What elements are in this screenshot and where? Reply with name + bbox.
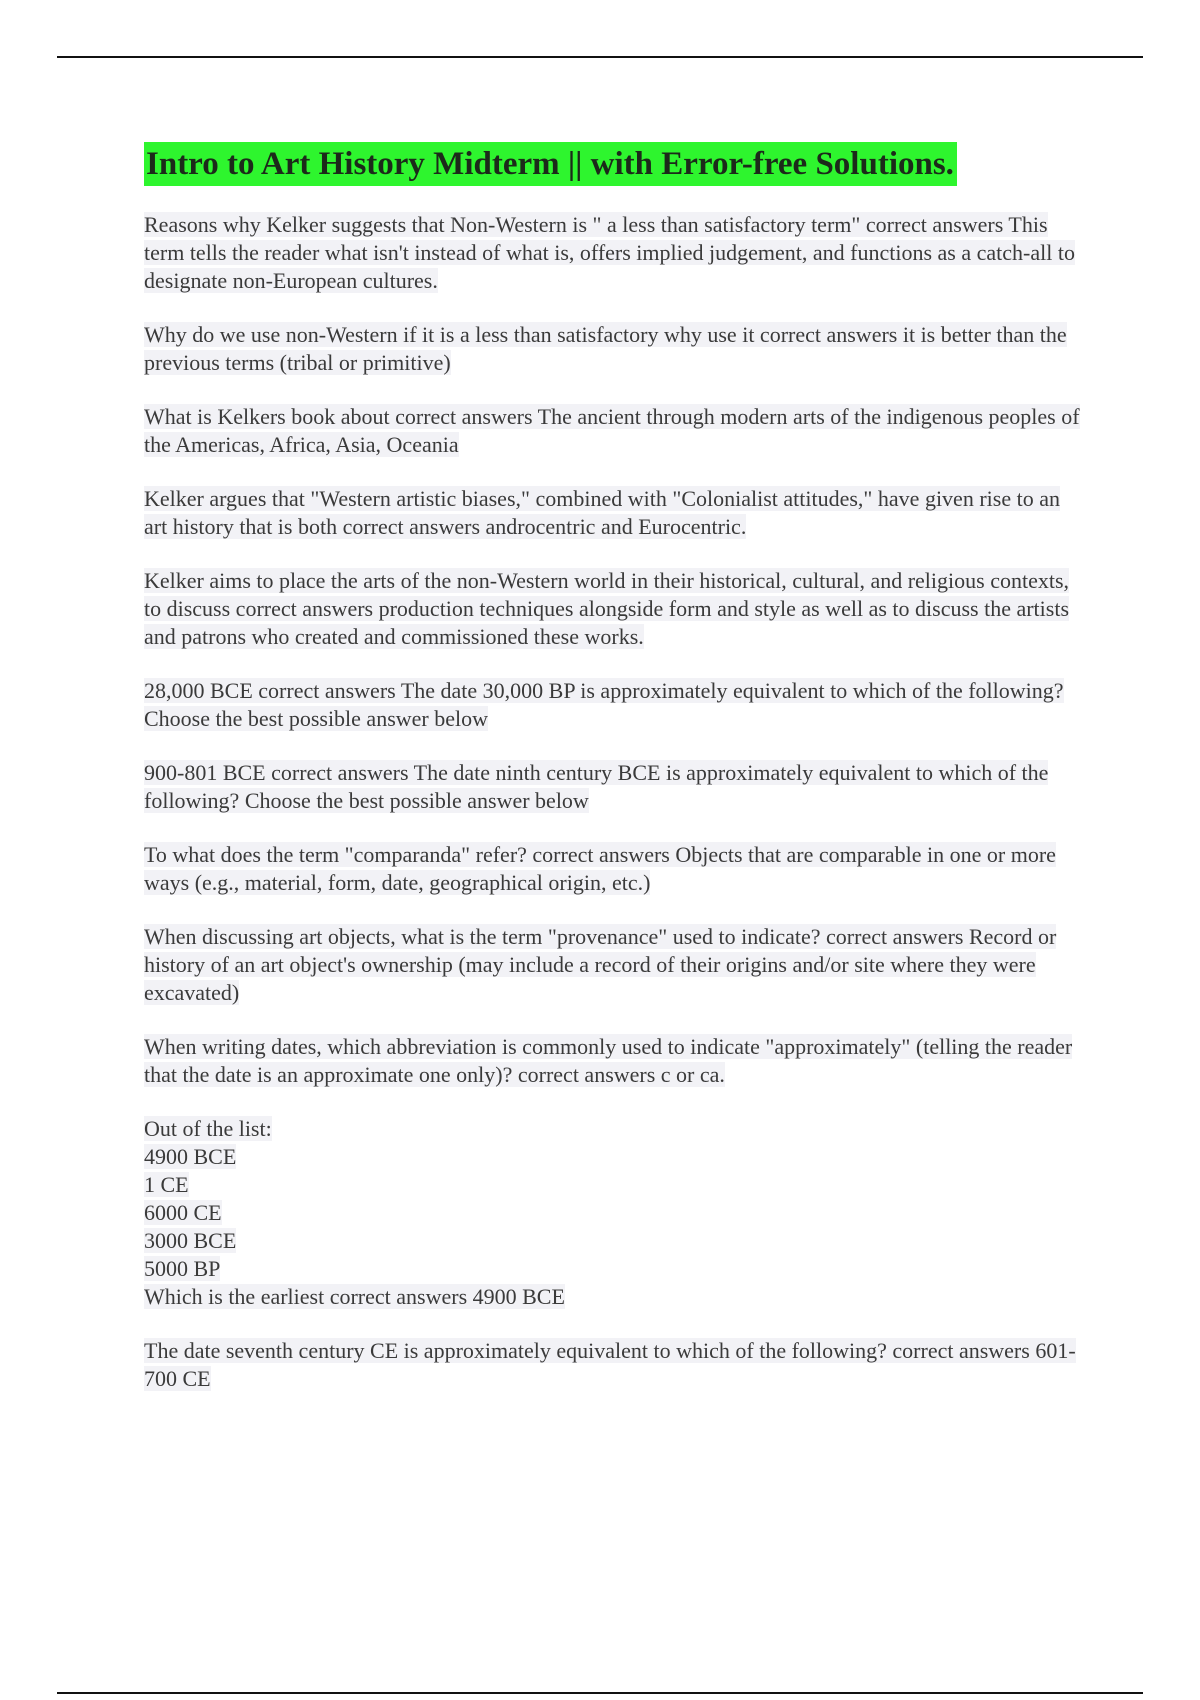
qa-item <box>144 403 1084 459</box>
list-answer: Which is the earliest correct answers 4900 BCE <box>144 1284 565 1309</box>
qa-item <box>144 1337 1084 1393</box>
qa-item <box>144 211 1084 295</box>
qa-text: The date seventh century CE is approximately equivalent to which of the following? correct answers 601-700 CE <box>144 1338 1076 1391</box>
qa-item <box>144 321 1084 377</box>
qa-text: Why do we use non-Western if it is a less than satisfactory why use it correct answers it is better than the previous terms (tribal or primitive) <box>144 322 1067 375</box>
qa-text: When discussing art objects, what is the term "provenance" used to indicate? correct answers Record or history of an art object's ownership (may include a record of their origins and/or site where they were excavated) <box>144 924 1057 1005</box>
qa-text: When writing dates, which abbreviation is commonly used to indicate "approximately" (telling the reader that the date is an approximate one only)? correct answers c or ca. <box>144 1034 1073 1087</box>
list-option: 3000 BCE <box>144 1228 237 1253</box>
qa-text: Kelker argues that "Western artistic biases," combined with "Colonialist attitudes," have given rise to an art history that is both correct answers androcentric and Eurocentric. <box>144 486 1060 539</box>
qa-item <box>144 841 1084 897</box>
qa-text: Kelker aims to place the arts of the non-Western world in their historical, cultural, and religious contexts, to discuss correct answers production techniques alongside form and style as well as to discuss the artists and patrons who created and commissioned these works. <box>144 568 1070 649</box>
qa-item <box>144 677 1084 733</box>
list-option: 4900 BCE <box>144 1144 237 1169</box>
qa-text: 28,000 BCE correct answers The date 30,000 BP is approximately equivalent to which of the following? Choose the best possible answer below <box>144 678 1064 731</box>
list-question <box>144 1115 1084 1311</box>
qa-text: To what does the term "comparanda" refer? correct answers Objects that are comparable in one or more ways (e.g., material, form, date, geographical origin, etc.) <box>144 842 1056 895</box>
qa-text: What is Kelkers book about correct answers The ancient through modern arts of the indigenous peoples of the Americas, Africa, Asia, Oceania <box>144 404 1080 457</box>
qa-item <box>144 923 1084 1007</box>
list-option: 5000 BP <box>144 1256 221 1281</box>
qa-text: Reasons why Kelker suggests that Non-Western is " a less than satisfactory term" correct answers This term tells the reader what isn't instead of what is, offers implied judgement, and functions as a catch-all to designate non-European cultures. <box>144 212 1075 293</box>
qa-text: 900-801 BCE correct answers The date ninth century BCE is approximately equivalent to which of the following? Choose the best possible answer below <box>144 760 1049 813</box>
list-option: 1 CE <box>144 1172 189 1197</box>
qa-item <box>144 485 1084 541</box>
qa-item <box>144 759 1084 815</box>
top-rule <box>57 56 1143 58</box>
document-title: Intro to Art History Midterm || with Error-free Solutions. <box>144 142 957 186</box>
document-body <box>144 142 1084 1419</box>
list-intro: Out of the list: <box>144 1116 272 1141</box>
bottom-rule <box>57 1692 1143 1694</box>
qa-item <box>144 1033 1084 1089</box>
qa-item <box>144 567 1084 651</box>
list-option: 6000 CE <box>144 1200 222 1225</box>
